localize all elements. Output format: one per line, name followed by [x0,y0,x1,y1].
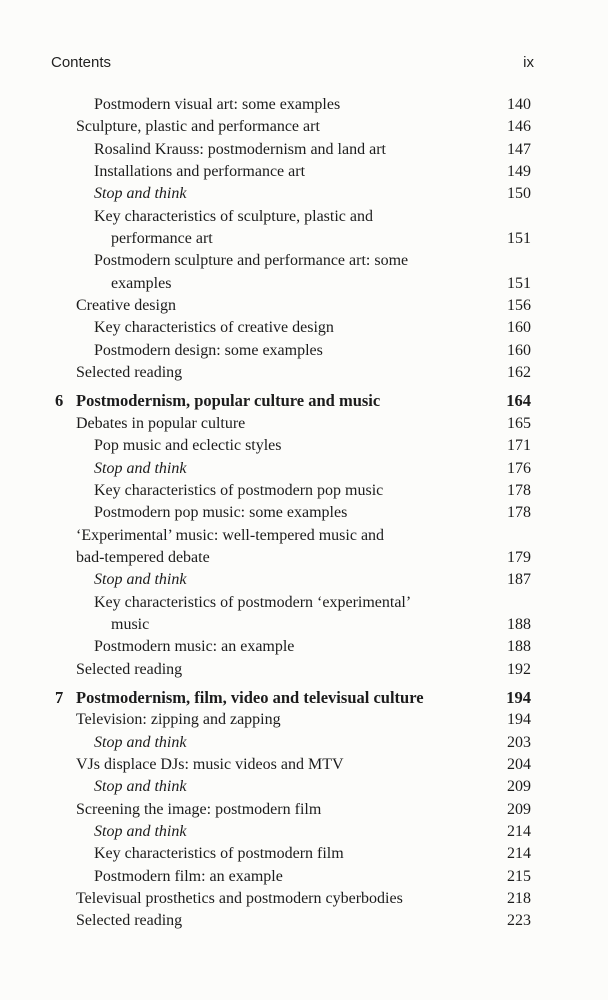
entry-title: Debates in popular culture [76,414,246,432]
entry-page-number: 176 [507,459,531,477]
toc-entry [0,910,608,932]
toc-entry [0,317,608,339]
entry-page-number: 178 [507,504,531,522]
entry-page-number: 160 [507,341,531,359]
entry-title: Selected reading [76,660,183,678]
toc-entry [0,362,608,384]
toc-entry [0,754,608,776]
running-header [51,54,534,71]
toc-entry [0,502,608,524]
entry-title: Postmodernism, popular culture and music [76,391,381,411]
entry-title: Key characteristics of postmodern ‘experimental’ [94,593,412,611]
entry-page-number: 162 [507,364,531,382]
chapter-entry [0,687,608,709]
entry-page-number: 178 [507,481,531,499]
entry-title: Stop and think [94,733,187,751]
entry-page-number: 194 [507,711,531,729]
toc-entry [0,228,608,250]
entry-page-number: 214 [507,845,531,863]
toc-entry [0,659,608,681]
entry-title: Postmodernism, film, video and televisual culture [76,687,424,707]
entry-title: Stop and think [94,823,187,840]
entry-title: Key characteristics of postmodern film [94,845,344,863]
toc-entry [0,273,608,295]
toc-entry [0,161,608,183]
toc-entry [0,569,608,591]
entry-title: Installations and performance art [94,163,306,181]
toc-entry [0,888,608,910]
toc-entry [0,139,608,161]
toc-entry [0,183,608,205]
entry-page-number: 214 [507,823,531,840]
toc-entry [0,413,608,435]
toc-entry [0,776,608,798]
toc-entry [0,206,608,228]
entry-title: Televisual prosthetics and postmodern cyberbodies [76,890,403,908]
entry-page-number: 194 [506,687,531,707]
entry-page-number: 223 [507,912,531,930]
entry-page-number: 164 [506,391,531,411]
toc-entry [0,866,608,888]
toc-entry [0,435,608,457]
entry-title: Postmodern visual art: some examples [94,96,341,113]
entry-page-number: 203 [507,733,531,751]
toc-entry [0,709,608,731]
toc-entry [0,94,608,116]
entry-title: Television: zipping and zapping [76,711,281,729]
entry-title: music [111,615,150,633]
entry-title: Selected reading [76,364,183,382]
toc-entry [0,614,608,636]
entry-page-number: 156 [507,297,531,315]
entry-page-number: 192 [507,660,531,678]
entry-title: Key characteristics of sculpture, plastic and [94,207,373,225]
entry-title: Key characteristics of postmodern pop music [94,481,384,499]
table-of-contents [0,94,608,933]
entry-title: examples [111,274,172,292]
chapter-number: 7 [55,687,64,707]
entry-title: Postmodern design: some examples [94,341,323,359]
entry-title: Rosalind Krauss: postmodernism and land art [94,140,386,158]
entry-page-number: 171 [507,437,531,455]
entry-title: VJs displace DJs: music videos and MTV [76,755,344,773]
entry-title: Postmodern music: an example [94,638,295,656]
chapter-entry [0,390,608,412]
entry-page-number: 151 [507,230,531,248]
toc-entry [0,547,608,569]
entry-page-number: 218 [507,890,531,908]
entry-title: Screening the image: postmodern film [76,800,322,818]
header-title: Contents [51,54,112,71]
entry-page-number: 151 [507,274,531,292]
entry-title: ‘Experimental’ music: well-tempered music and [76,526,385,544]
toc-entry [0,592,608,614]
header-page-number: ix [523,54,534,71]
entry-title: performance art [111,230,213,248]
entry-page-number: 187 [507,571,531,589]
toc-entry [0,116,608,138]
toc-entry [0,340,608,362]
toc-entry [0,480,608,502]
toc-entry [0,295,608,317]
entry-title: Pop music and eclectic styles [94,437,282,455]
chapter-number: 6 [55,391,64,411]
entry-page-number: 179 [507,548,531,566]
entry-page-number: 188 [507,638,531,656]
entry-page-number: 160 [507,319,531,337]
toc-entry [0,636,608,658]
entry-page-number: 209 [507,778,531,796]
entry-title: Stop and think [94,185,187,203]
toc-entry [0,525,608,547]
entry-page-number: 215 [507,867,531,885]
toc-entry [0,250,608,272]
entry-page-number: 150 [507,185,531,203]
entry-page-number: 140 [507,96,531,113]
entry-page-number: 204 [507,755,531,773]
entry-title: Sculpture, plastic and performance art [76,118,320,136]
entry-page-number: 165 [507,414,531,432]
toc-entry [0,732,608,754]
toc-entry [0,799,608,821]
entry-title: Stop and think [94,571,187,589]
toc-entry [0,458,608,480]
entry-page-number: 149 [507,163,531,181]
entry-title: Stop and think [94,459,187,477]
entry-title: Key characteristics of creative design [94,319,334,337]
entry-title: Postmodern sculpture and performance art: some [94,252,409,270]
entry-title: Postmodern pop music: some examples [94,504,348,522]
entry-page-number: 146 [507,118,531,136]
entry-title: Selected reading [76,912,183,930]
entry-title: Postmodern film: an example [94,867,283,885]
entry-title: Stop and think [94,778,187,796]
entry-page-number: 147 [507,140,531,158]
toc-entry [0,843,608,865]
toc-entry [0,821,608,843]
entry-title: Creative design [76,297,176,315]
entry-page-number: 188 [507,615,531,633]
entry-page-number: 209 [507,800,531,818]
entry-title: bad-tempered debate [76,548,210,566]
